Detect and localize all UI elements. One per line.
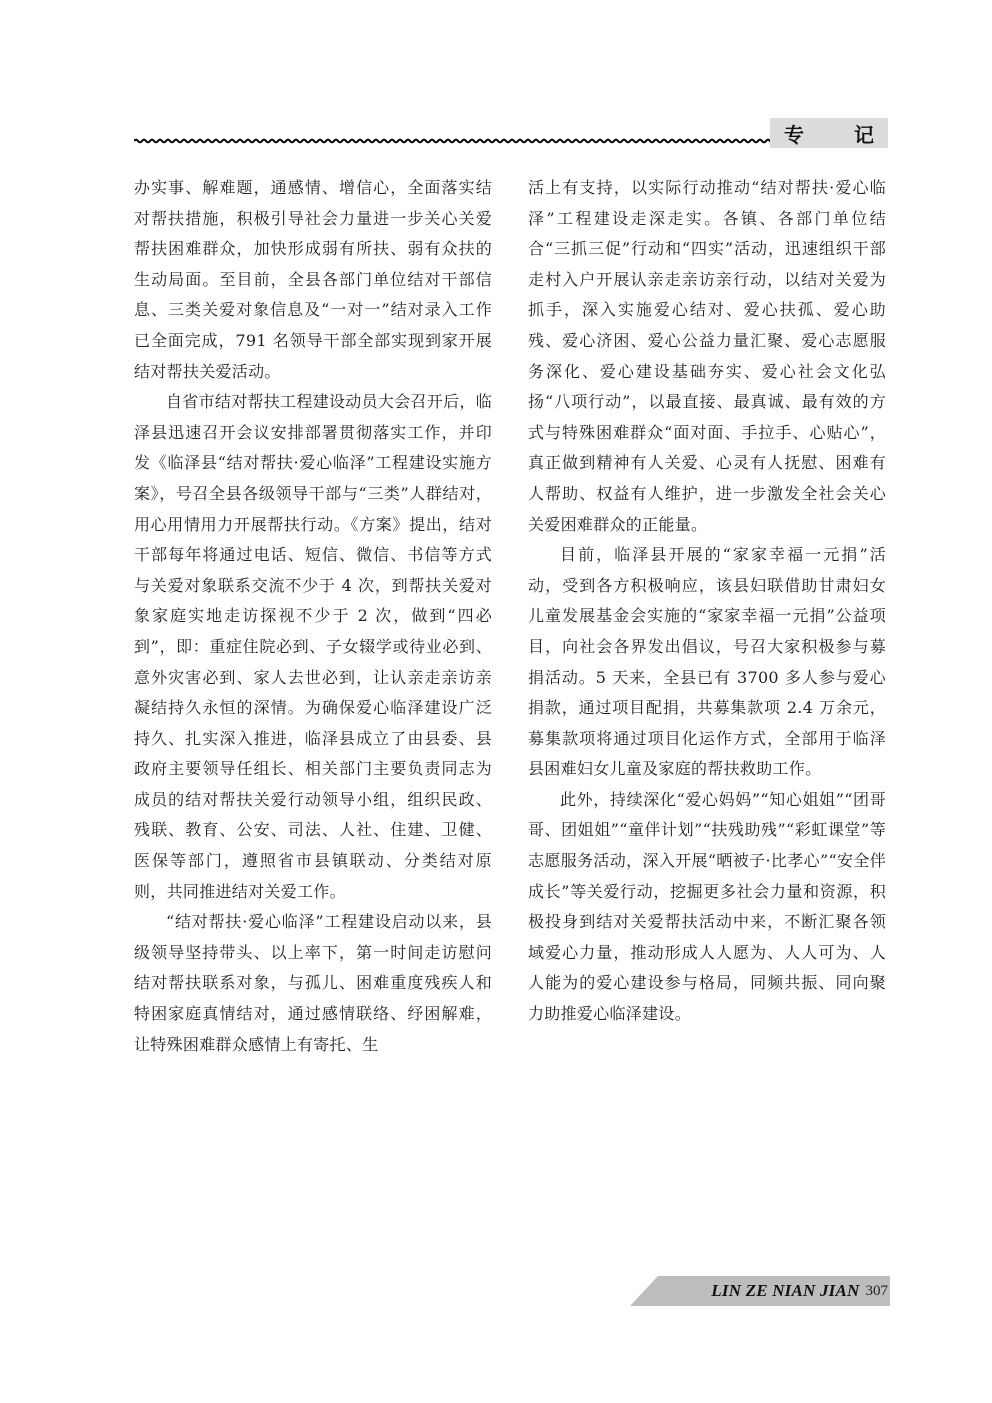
- section-tag: [770, 118, 888, 148]
- page-footer: [630, 1276, 890, 1306]
- page-number: 307: [865, 1282, 888, 1299]
- section-tag-left: 专: [784, 122, 804, 147]
- paragraph: 目前，临泽县开展的“家家幸福一元捐”活动，受到各方积极响应，该县妇联借助甘肃妇女儿童发展基金会实施的“家家幸福一元捐”公益项目，向社会各界发出倡议，号召大家积极参与募捐活动。5 天来，全县已有 3700 多人参与爱心捐款，通过项目配捐，共募集款项 2.4 万余元，募集款项将通过项目化运作方式，全部用于临泽县困难妇女儿童及家庭的帮扶救助工作。: [528, 545, 886, 779]
- section-tag-right: 记: [854, 122, 874, 147]
- column-left: [134, 173, 492, 1060]
- paragraph: 活上有支持，以实际行动推动“结对帮扶·爱心临泽”工程建设走深走实。各镇、各部门单位结合“三抓三促”行动和“四实”活动，迅速组织干部走村入户开展认亲走亲访亲行动，以结对关爱为抓手，深入实施爱心结对、爱心扶孤、爱心助残、爱心济困、爱心公益力量汇聚、爱心志愿服务深化、爱心建设基础夯实、爱心社会文化弘扬“八项行动”，以最直接、最真诚、最有效的方式与特殊困难群众“面对面、手拉手、心贴心”，真正做到精神有人关爱、心灵有人抚慰、困难有人帮助、权益有人维护，进一步激发全社会关心关爱困难群众的正能量。: [528, 178, 886, 534]
- paragraph: 自省市结对帮扶工程建设动员大会召开后，临泽县迅速召开会议安排部署贯彻落实工作，并印发《临泽县“结对帮扶·爱心临泽”工程建设实施方案》，号召全县各级领导干部与“三类”人群结对，用心用情用力开展帮扶行动。《方案》提出，结对干部每年将通过电话、短信、微信、书信等方式与关爱对象联系交流不少于 4 次，到帮扶关爱对象家庭实地走访探视不少于 2 次，做到“四必到”，即：重症住院必到、子女辍学或待业必到、意外灾害必到、家人去世必到，让认亲走亲访亲凝结持久永恒的深情。为确保爱心临泽建设广泛持久、扎实深入推进，临泽县成立了由县委、县政府主要领导任组长、相关部门主要负责同志为成员的结对帮扶关爱行动领导小组，组织民政、残联、教育、公安、司法、人社、住建、卫健、医保等部门，遵照省市县镇联动、分类结对原则，共同推进结对关爱工作。: [134, 392, 493, 901]
- paragraph: “结对帮扶·爱心临泽”工程建设启动以来，县级领导坚持带头、以上率下，第一时间走访慰问结对帮扶联系对象，与孤儿、困难重度残疾人和特困家庭真情结对，通过感情联络、纾困解难，让特殊困难群众感情上有寄托、生: [134, 912, 492, 1054]
- paragraph: 办实事、解难题，通感情、增信心，全面落实结对帮扶措施，积极引导社会力量进一步关心关爱帮扶困难群众，加快形成弱有所扶、弱有众扶的生动局面。至目前，全县各部门单位结对干部信息、三类关爱对象信息及“一对一”结对录入工作已全面完成，791 名领导干部全部实现到家开展结对帮扶关爱活动。: [134, 178, 492, 381]
- journal-name: LIN ZE NIAN JIAN: [711, 1281, 860, 1300]
- header-wavy-rule: [134, 136, 774, 146]
- column-right: [528, 173, 886, 1030]
- paragraph: 此外，持续深化“爱心妈妈”“知心姐姐”“团哥哥、团姐姐”“童伴计划”“扶残助残”“彩虹课堂”等志愿服务活动，深入开展“晒被子·比孝心”“安全伴成长”等关爱行动，挖掘更多社会力量和资源，积极投身到结对关爱帮扶活动中来，不断汇聚各领域爱心力量，推动形成人人愿为、人人可为、人人能为的爱心建设参与格局，同频共振、同向聚力助推爱心临泽建设。: [528, 789, 886, 1024]
